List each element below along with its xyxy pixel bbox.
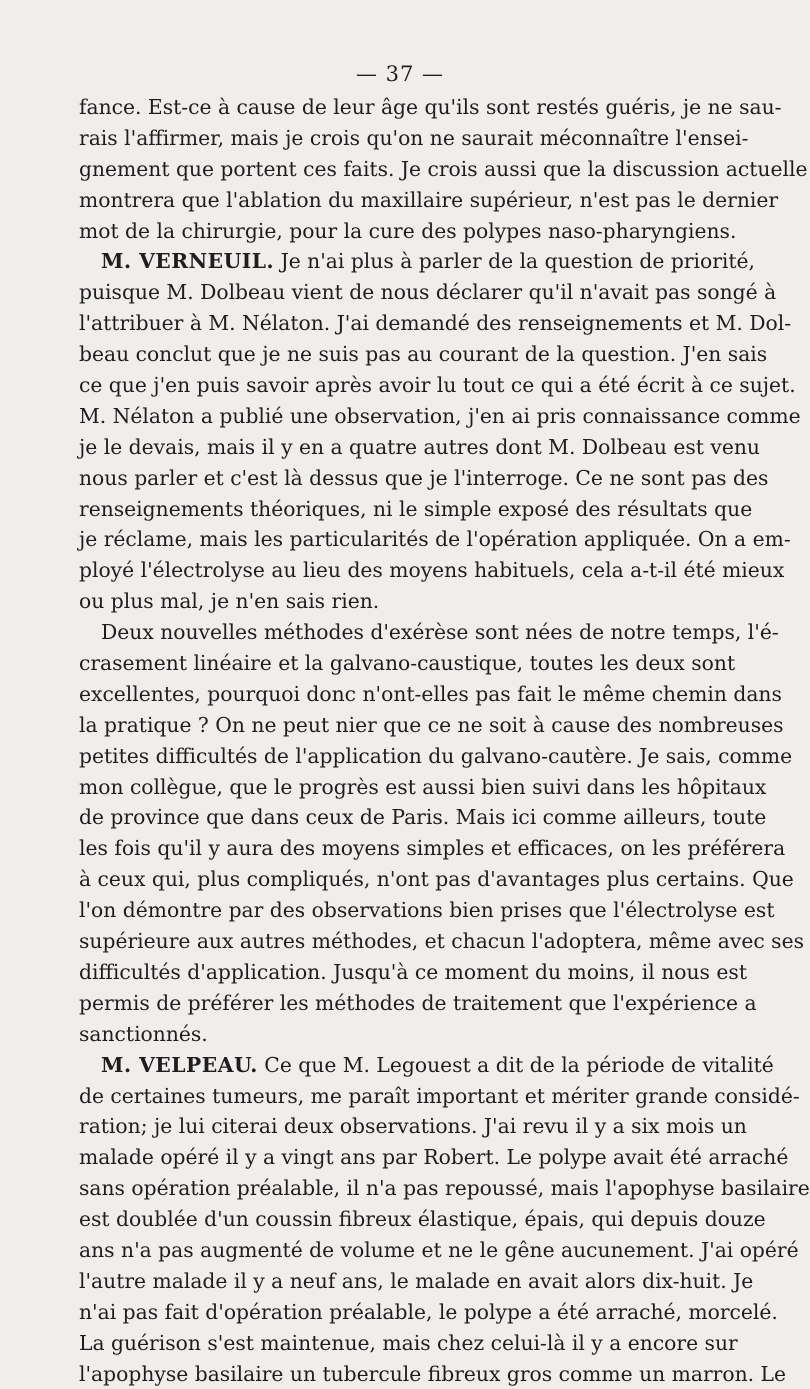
text-line: est doublée d'un coussin fibreux élastique, épais, qui depuis douze <box>79 1207 766 1232</box>
speaker-line-text: Ce que M. Legouest a dit de la période de vitalité <box>257 1052 774 1077</box>
text-line: les fois qu'il y aura des moyens simples et efficaces, on les préférera <box>79 836 786 861</box>
text-line: excellentes, pourquoi donc n'ont-elles pas fait le même chemin dans <box>79 681 782 706</box>
text-line: difficultés d'application. Jusqu'à ce moment du moins, il nous est <box>79 959 747 984</box>
text-line: supérieure aux autres méthodes, et chacun l'adoptera, même avec ses <box>79 929 804 954</box>
speaker-name: M. VERNEUIL. <box>101 249 275 274</box>
text-line: je réclame, mais les particularités de l'opération appliquée. On a em- <box>79 527 791 552</box>
text-line: l'apophyse basilaire un tubercule fibreux gros comme un marron. Le <box>79 1361 787 1386</box>
speaker-line <box>79 1050 774 1081</box>
text-line: nous parler et c'est là dessus que je l'interroge. Ce ne sont pas des <box>79 465 769 490</box>
speaker-line <box>79 246 755 277</box>
text-line: La guérison s'est maintenue, mais chez celui-là il y a encore sur <box>79 1330 738 1355</box>
text-line: fance. Est-ce à cause de leur âge qu'ils sont restés guéris, je ne sau- <box>79 95 782 119</box>
page-number: — 37 — <box>355 62 445 86</box>
text-line: ployé l'électrolyse au lieu des moyens habituels, cela a-t-il été mieux <box>79 558 785 583</box>
text-line: ans n'a pas augmenté de volume et ne le gêne aucunement. J'ai opéré <box>79 1237 799 1262</box>
text-line: sanctionnés. <box>79 1021 208 1046</box>
text-line: ou plus mal, je n'en sais rien. <box>79 589 380 614</box>
text-line: de province que dans ceux de Paris. Mais ici comme ailleurs, toute <box>79 805 767 830</box>
text-line: puisque M. Dolbeau vient de nous déclarer qu'il n'avait pas songé à <box>79 280 777 305</box>
text-line: je le devais, mais il y en a quatre autres dont M. Dolbeau est venu <box>79 434 760 459</box>
text-line: petites difficultés de l'application du galvano-cautère. Je sais, comme <box>79 743 793 768</box>
body-text <box>79 92 810 1389</box>
text-line: beau conclut que je ne suis pas au courant de la question. J'en sais <box>79 342 768 367</box>
text-line: crasement linéaire et la galvano-caustique, toutes les deux sont <box>79 651 736 676</box>
text-line: mot de la chirurgie, pour la cure des polypes naso-pharyngiens. <box>79 218 737 243</box>
text-line: n'ai pas fait d'opération préalable, le polype a été arraché, morcelé. <box>79 1299 778 1324</box>
text-line: ce que j'en puis savoir après avoir lu tout ce qui a été écrit à ce sujet. <box>79 373 796 398</box>
text-line: montrera que l'ablation du maxillaire supérieur, n'est pas le dernier <box>79 187 779 212</box>
text-line: rais l'affirmer, mais je crois qu'on ne saurait méconnaître l'ensei- <box>79 125 749 150</box>
text-line: renseignements théoriques, ni le simple exposé des résultats que <box>79 496 753 521</box>
speaker-name: M. VELPEAU. <box>101 1052 258 1077</box>
text-line: permis de préférer les méthodes de traitement que l'expérience a <box>79 990 757 1015</box>
speaker-line-text: Je n'ai plus à parler de la question de priorité, <box>274 249 755 274</box>
text-line: l'on démontre par des observations bien prises que l'électrolyse est <box>79 898 775 923</box>
text-line: l'attribuer à M. Nélaton. J'ai demandé des renseignements et M. Dol- <box>79 311 792 336</box>
text-line: l'autre malade il y a neuf ans, le malade en avait alors dix-huit. Je <box>79 1268 754 1293</box>
text-line: M. Nélaton a publié une observation, j'en ai pris connaissance comme <box>79 403 801 428</box>
text-line: malade opéré il y a vingt ans par Robert. Le polype avait été arraché <box>79 1145 789 1170</box>
text-line: de certaines tumeurs, me paraît important et mériter grande considé- <box>79 1083 800 1108</box>
text-line: sans opération préalable, il n'a pas repoussé, mais l'apophyse basilaire <box>79 1176 810 1201</box>
text-line: la pratique ? On ne peut nier que ce ne soit à cause des nombreuses <box>79 712 784 737</box>
text-line: à ceux qui, plus compliqués, n'ont pas d'avantages plus certains. Que <box>79 867 794 892</box>
text-line: gnement que portent ces faits. Je crois aussi que la discussion actuelle <box>79 156 808 181</box>
text-line: mon collègue, que le progrès est aussi bien suivi dans les hôpitaux <box>79 774 767 799</box>
text-line: ration; je lui citerai deux observations. J'ai revu il y a six mois un <box>79 1114 747 1139</box>
text-line: Deux nouvelles méthodes d'exérèse sont nées de notre temps, l'é- <box>101 620 779 645</box>
